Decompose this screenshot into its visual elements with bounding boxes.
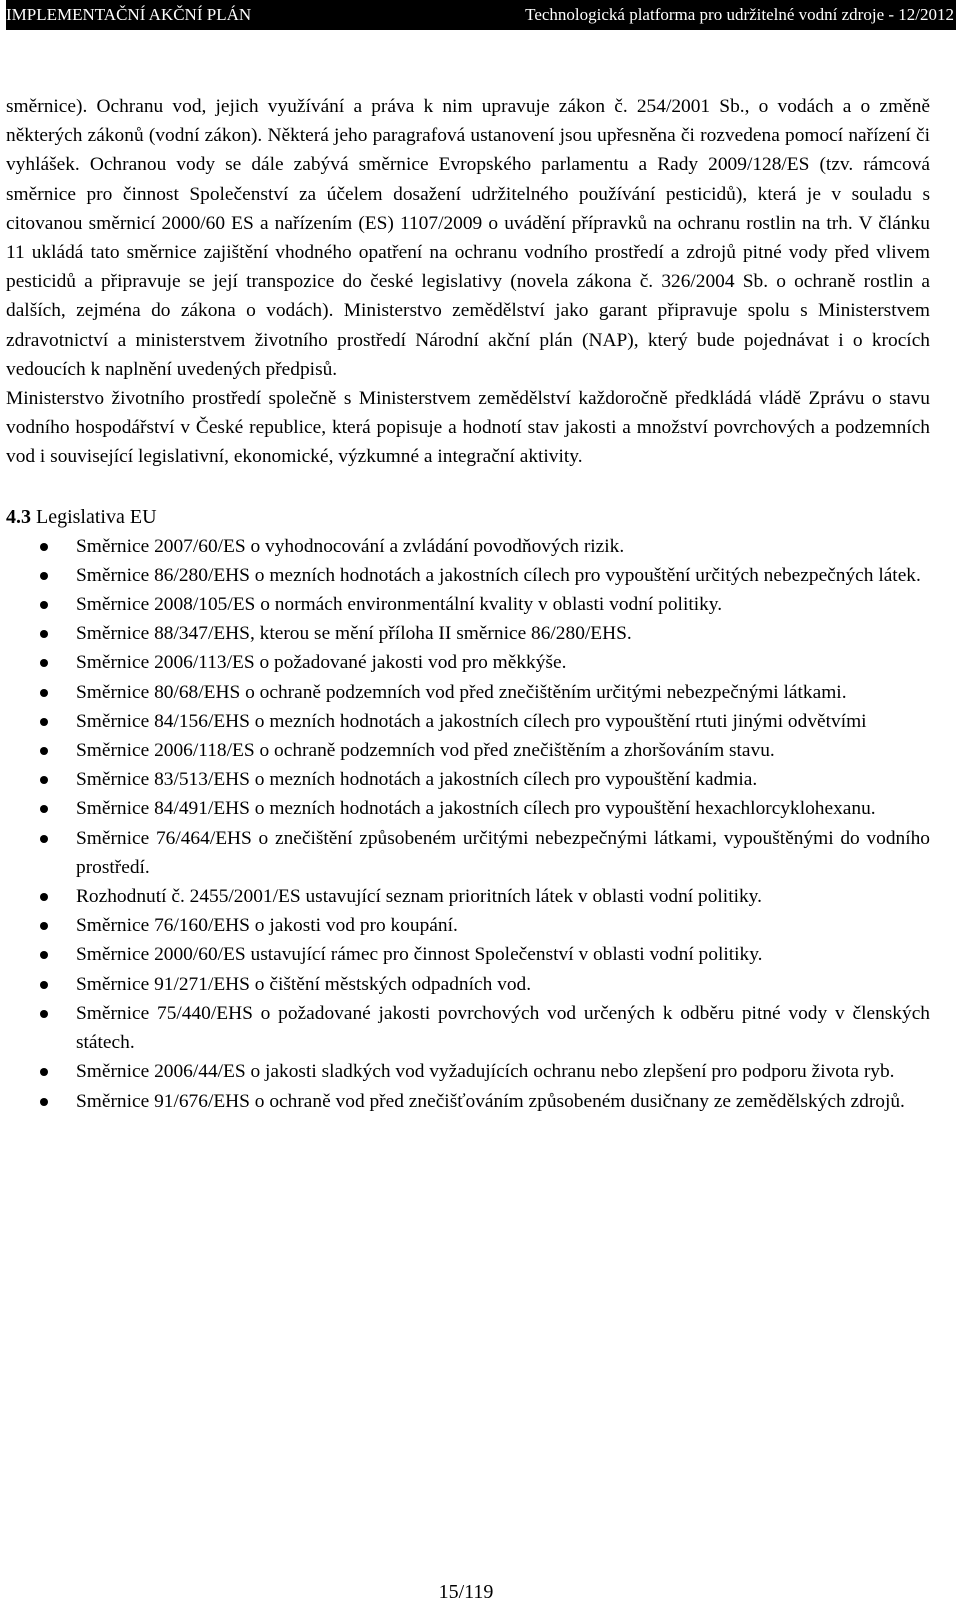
section-heading	[6, 502, 930, 532]
bullet-icon	[40, 835, 48, 843]
list-item: Směrnice 76/160/EHS o jakosti vod pro koupání.	[6, 911, 930, 940]
list-item: Směrnice 84/156/EHS o mezních hodnotách a jakostních cílech pro vypouštění rtuti jinými odvětvími	[6, 707, 930, 736]
paragraph: Ministerstvo životního prostředí společně s Ministerstvem zemědělství každoročně předkládá vládě Zprávu o stavu vodního hospodářství v České republice, která popisuje a hodnotí stav jakosti a množství povrchových a podzemních vod i související legislativní, ekonomické, výzkumné a integrační aktivity.	[6, 388, 930, 468]
list-item: Směrnice 2006/113/ES o požadované jakosti vod pro měkkýše.	[6, 648, 930, 677]
bullet-icon	[40, 747, 48, 755]
directive-list	[6, 532, 930, 1116]
list-item: Směrnice 86/280/EHS o mezních hodnotách a jakostních cílech pro vypouštění určitých nebezpečných látek.	[6, 561, 930, 590]
list-item: Směrnice 75/440/EHS o požadované jakosti povrchových vod určených k odběru pitné vody v členských státech.	[6, 999, 930, 1057]
list-item: Rozhodnutí č. 2455/2001/ES ustavující seznam prioritních látek v oblasti vodní politiky.	[6, 882, 930, 911]
bullet-icon	[40, 601, 48, 609]
list-item: Směrnice 2006/118/ES o ochraně podzemních vod před znečištěním a zhoršováním stavu.	[6, 736, 930, 765]
bullet-icon	[40, 922, 48, 930]
bullet-icon	[40, 543, 48, 551]
paragraph: směrnice). Ochranu vod, jejich využívání a práva k nim upravuje zákon č. 254/2001 Sb., o vodách a o změně některých zákonů (vodní zákon). Některá jeho paragrafová ustanovení jsou upřesněna či rozvedena pomocí nařízení či vyhlášek. Ochranou vody se dále zabývá směrnice Evropského parlamentu a Rady 2009/128/ES (tzv. rámcová směrnice pro činnost Společenství za účelem dosažení udržitelného používání pesticidů), která je v souladu s citovanou směrnicí 2000/60 ES a nařízením (ES) 1107/2009 o uvádění přípravků na ochranu rostlin na trh. V článku 11 ukládá tato směrnice zajištění vhodného opatření na ochranu vodního prostředí a zdrojů pitné vody před vlivem pesticidů a připravuje se její transpozice do české legislativy (novela zákona č. 326/2004 Sb. o ochraně rostlin a dalších, zejména do zákona o vodách). Ministerstvo zemědělství jako garant připravuje spolu s Ministerstvem zdravotnictví a ministerstvem životního prostředí Národní akční plán (NAP), který bude pojednávat i o krocích vedoucích k naplnění uvedených předpisů.	[6, 96, 930, 380]
bullet-icon	[40, 981, 48, 989]
bullet-icon	[40, 1098, 48, 1106]
list-item: Směrnice 2006/44/ES o jakosti sladkých vod vyžadujících ochranu nebo zlepšení pro podporu života ryb.	[6, 1057, 930, 1086]
bullet-icon	[40, 659, 48, 667]
header-title: IMPLEMENTAČNÍ AKČNÍ PLÁN	[6, 5, 252, 24]
list-item: Směrnice 84/491/EHS o mezních hodnotách a jakostních cílech pro vypouštění hexachlorcyklohexanu.	[6, 794, 930, 823]
page-header	[6, 0, 956, 30]
list-item: Směrnice 88/347/EHS, kterou se mění příloha II směrnice 86/280/EHS.	[6, 619, 930, 648]
bullet-icon	[40, 893, 48, 901]
page-number: 15/119	[438, 1581, 494, 1603]
bullet-icon	[40, 1010, 48, 1018]
bullet-icon	[40, 776, 48, 784]
document-body	[6, 92, 930, 1116]
bullet-icon	[40, 572, 48, 580]
header-subtitle: Technologická platforma pro udržitelné vodní zdroje - 12/2012	[525, 5, 954, 24]
list-item: Směrnice 91/271/EHS o čištění městských odpadních vod.	[6, 970, 930, 999]
bullet-icon	[40, 805, 48, 813]
bullet-icon	[40, 689, 48, 697]
bullet-icon	[40, 951, 48, 959]
bullet-icon	[40, 1068, 48, 1076]
bullet-icon	[40, 630, 48, 638]
section-title: Legislativa EU	[36, 505, 157, 528]
section-number: 4.3	[6, 505, 31, 528]
list-item: Směrnice 2000/60/ES ustavující rámec pro činnost Společenství v oblasti vodní politiky.	[6, 940, 930, 969]
list-item: Směrnice 76/464/EHS o znečištění způsobeném určitými nebezpečnými látkami, vypouštěnými do vodního prostředí.	[6, 824, 930, 882]
list-item: Směrnice 80/68/EHS o ochraně podzemních vod před znečištěním určitými nebezpečnými látkami.	[6, 678, 930, 707]
list-item: Směrnice 83/513/EHS o mezních hodnotách a jakostních cílech pro vypouštění kadmia.	[6, 765, 930, 794]
list-item: Směrnice 2007/60/ES o vyhodnocování a zvládání povodňových rizik.	[6, 532, 930, 561]
list-item: Směrnice 91/676/EHS o ochraně vod před znečišťováním způsobeném dusičnany ze zemědělských zdrojů.	[6, 1087, 930, 1116]
list-item: Směrnice 2008/105/ES o normách environmentální kvality v oblasti vodní politiky.	[6, 590, 930, 619]
bullet-icon	[40, 718, 48, 726]
